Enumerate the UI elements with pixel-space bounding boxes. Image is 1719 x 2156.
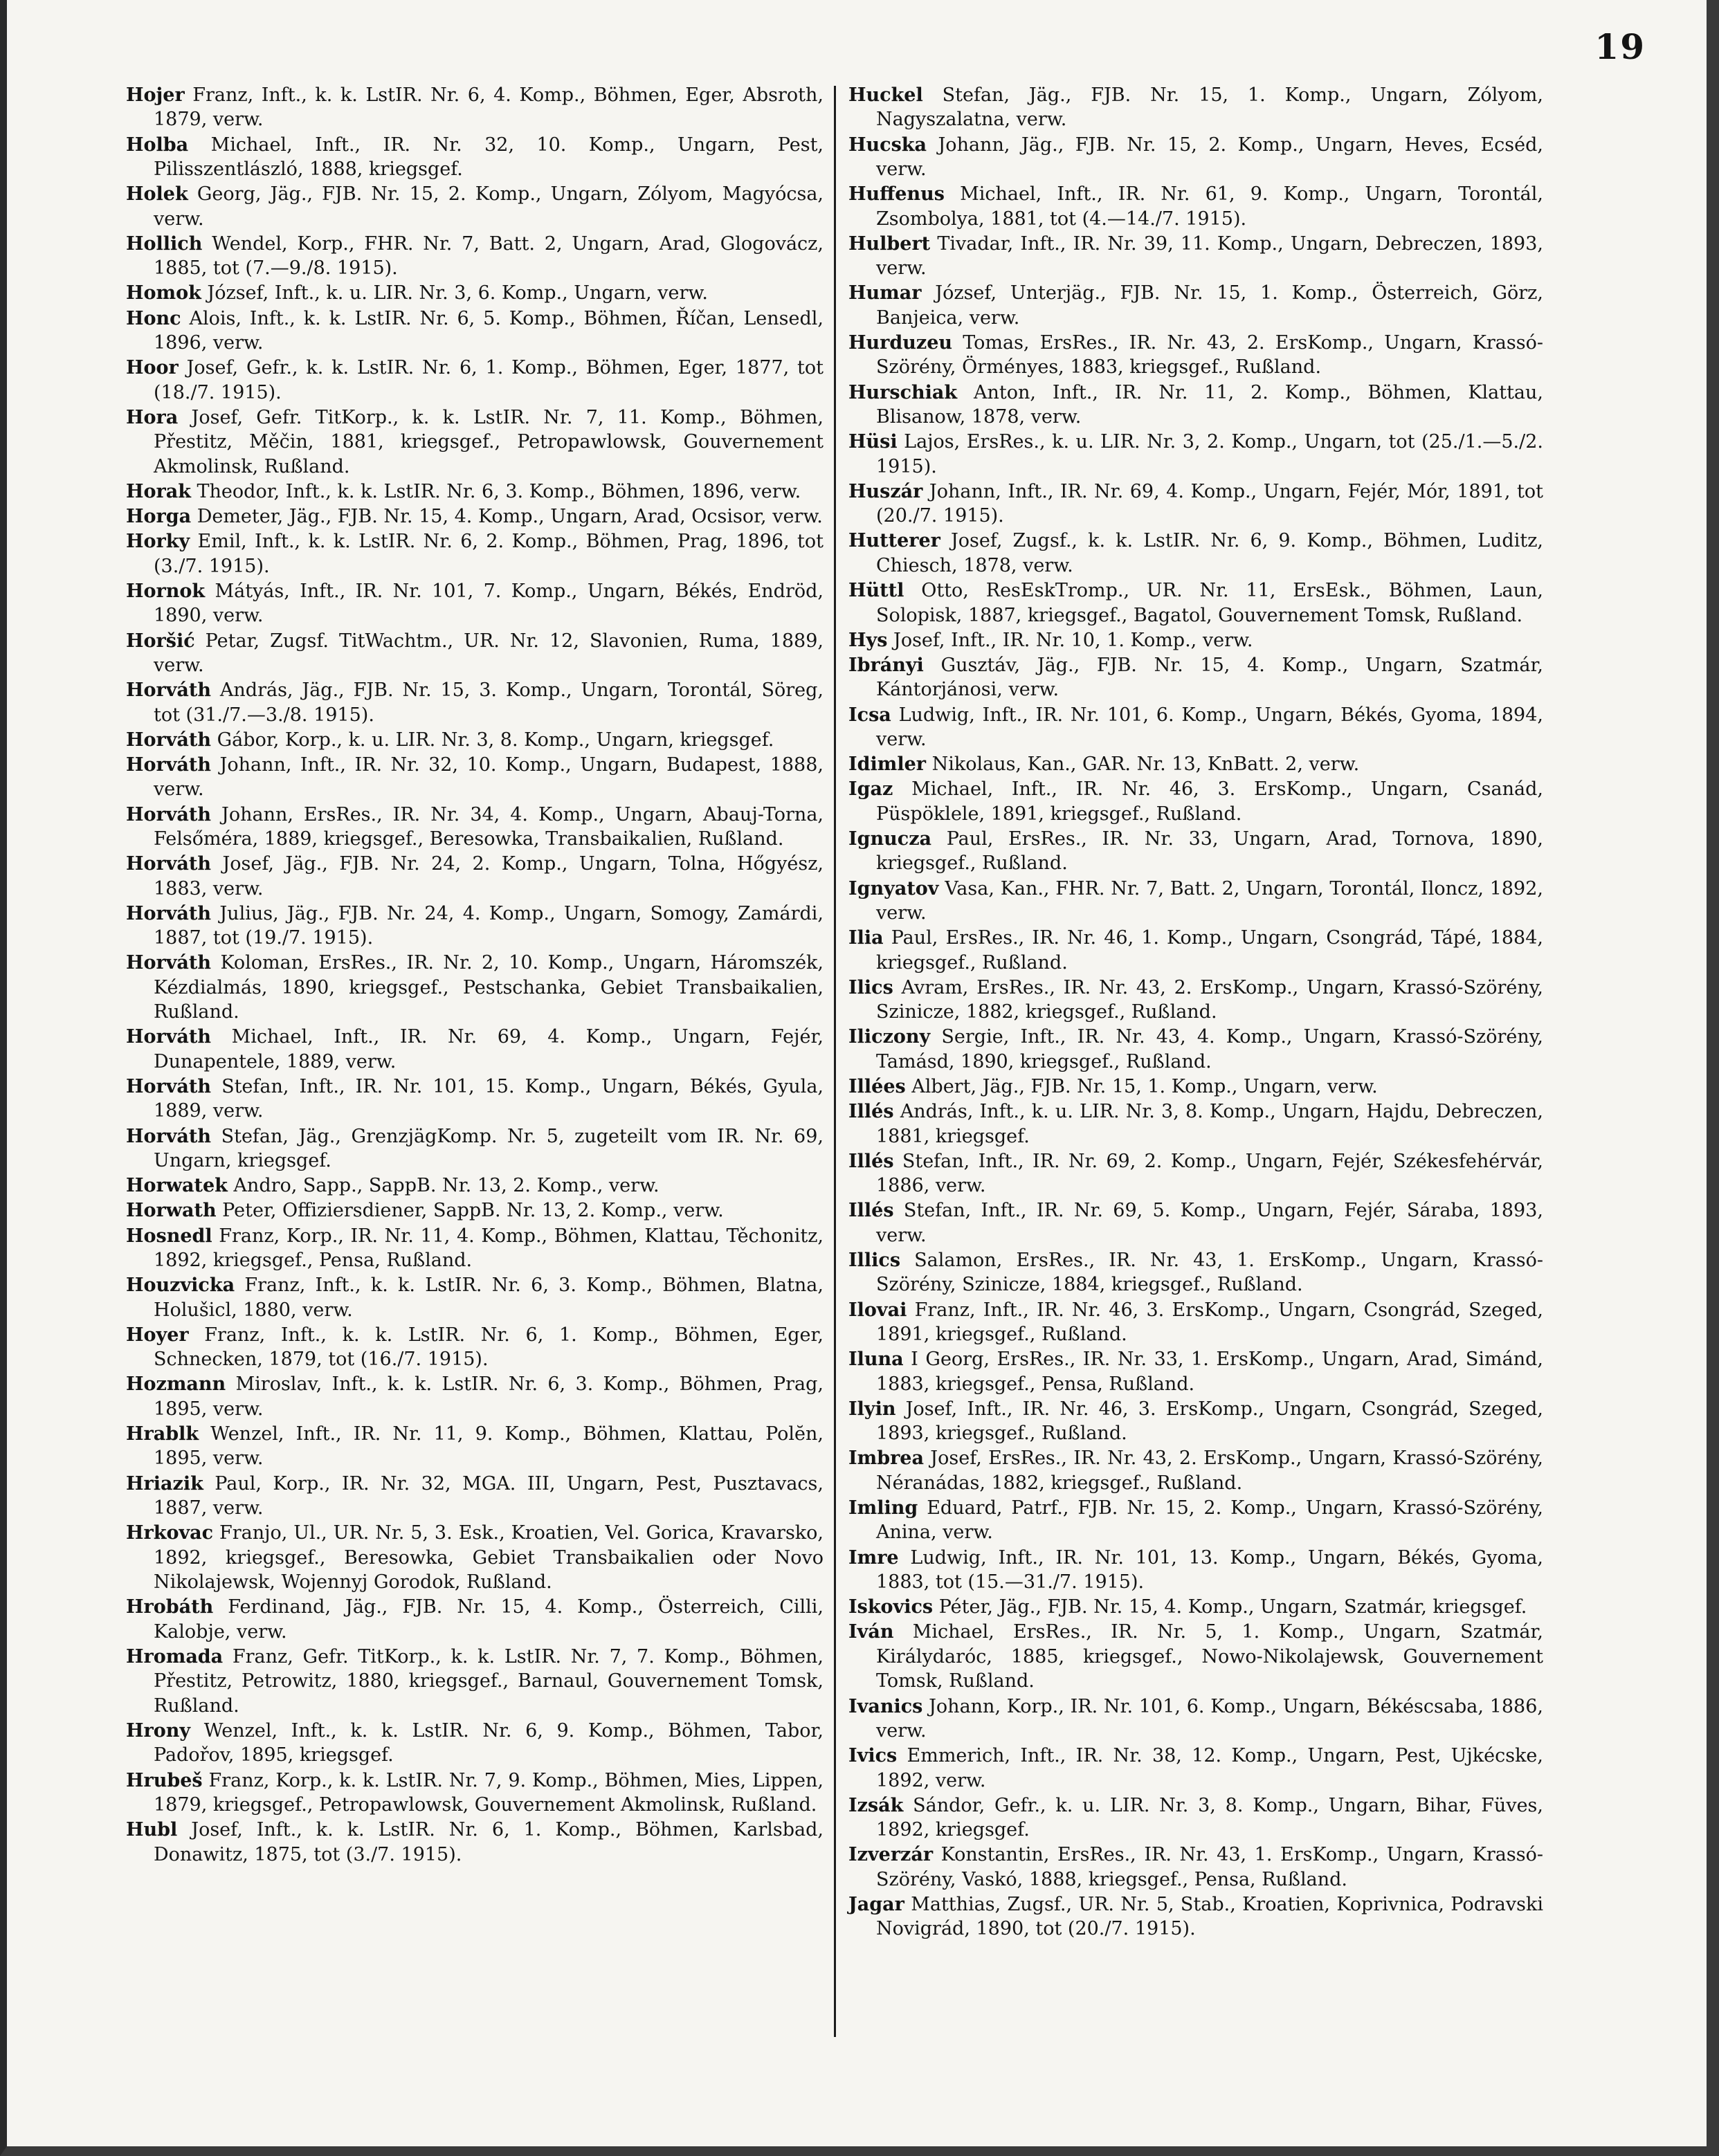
entry-surname: Igaz <box>848 778 893 801</box>
entry-details: Matthias, Zugsf., UR. Nr. 5, Stab., Kroatien, Koprivnica, Podravski Novigrád, 1890, tot (20./7. 1915). <box>876 1893 1543 1940</box>
list-entry <box>126 281 824 305</box>
entry-details: Wenzel, Inft., IR. Nr. 11, 9. Komp., Böhmen, Klattau, Polĕn, 1895, verw. <box>154 1423 824 1470</box>
entry-surname: Hoyer <box>126 1324 189 1346</box>
entry-surname: Hriazik <box>126 1472 203 1495</box>
list-entry <box>848 1546 1543 1595</box>
entry-surname: Humar <box>848 282 922 304</box>
entry-surname: Illés <box>848 1101 894 1123</box>
list-entry <box>126 307 824 356</box>
list-entry <box>848 777 1543 826</box>
list-entry <box>848 1496 1543 1545</box>
list-entry <box>848 1099 1543 1149</box>
list-entry <box>126 902 824 951</box>
page-number: 19 <box>1594 26 1646 67</box>
entry-surname: Honc <box>126 307 181 329</box>
entry-details: Petar, Zugsf. TitWachtm., UR. Nr. 12, Slavonien, Ruma, 1889, verw. <box>154 630 824 676</box>
entry-details: Franz, Inft., IR. Nr. 46, 3. ErsKomp., Ungarn, Csongrád, Szeged, 1891, kriegsgef., Rußland. <box>876 1299 1543 1346</box>
list-entry <box>126 83 824 132</box>
list-entry <box>848 578 1543 628</box>
entry-surname: Hurduzeu <box>848 332 953 354</box>
entry-details: Lajos, ErsRes., k. u. LIR. Nr. 3, 2. Komp., Ungarn, tot (25./1.—5./2. 1915). <box>876 431 1543 477</box>
entry-details: Miroslav, Inft., k. k. LstIR. Nr. 6, 3. Komp., Böhmen, Prag, 1895, verw. <box>154 1373 824 1420</box>
entry-surname: Ibrányi <box>848 654 924 676</box>
list-entry <box>126 803 824 852</box>
entry-details: Josef, Inft., IR. Nr. 46, 3. ErsKomp., Ungarn, Csongrád, Szeged, 1893, kriegsgef., Rußland. <box>876 1398 1543 1445</box>
entry-surname: Hollich <box>126 232 203 255</box>
list-entry <box>126 133 824 182</box>
list-entry <box>126 1719 824 1768</box>
entry-surname: Horváth <box>126 679 212 702</box>
list-entry <box>126 728 824 752</box>
entry-details: Andro, Sapp., SappB. Nr. 13, 2. Komp., verw. <box>227 1175 660 1197</box>
list-entry <box>848 628 1543 652</box>
entry-details: Theodor, Inft., k. k. LstIR. Nr. 6, 3. Komp., Böhmen, 1896, verw. <box>190 480 801 502</box>
list-entry <box>848 653 1543 702</box>
entry-details: Paul, ErsRes., IR. Nr. 33, Ungarn, Arad, Tornova, 1890, kriegsgef., Rußland. <box>876 828 1543 875</box>
entry-surname: Horwath <box>126 1200 217 1222</box>
list-entry <box>848 1248 1543 1297</box>
list-entry <box>126 629 824 678</box>
list-entry <box>126 1198 824 1223</box>
entry-surname: Illics <box>848 1250 901 1272</box>
entry-details: Johann, Jäg., FJB. Nr. 15, 2. Komp., Ungarn, Heves, Ecséd, verw. <box>876 134 1543 181</box>
entry-details: Johann, ErsRes., IR. Nr. 34, 4. Komp., Ungarn, Abauj-Torna, Felsőméra, 1889, kriegsgef., Beresowka, Transbaikalien, Rußland. <box>154 803 824 850</box>
list-entry <box>126 1372 824 1421</box>
entry-surname: Idimler <box>848 753 926 776</box>
entry-details: Otto, ResEskTromp., UR. Nr. 11, ErsEsk., Böhmen, Laun, Solopisk, 1887, kriegsgef., Bagatol, Gouvernement Tomsk, Rußland. <box>876 580 1543 626</box>
entry-details: Georg, Jäg., FJB. Nr. 15, 2. Komp., Ungarn, Zólyom, Magyócsa, verw. <box>154 183 824 230</box>
list-entry <box>126 479 824 504</box>
entry-surname: Ignyatov <box>848 877 939 899</box>
entry-details: Michael, Inft., IR. Nr. 32, 10. Komp., Ungarn, Pest, Pilisszentlászló, 1888, kriegsgef. <box>154 134 824 181</box>
list-entry <box>848 1694 1543 1744</box>
list-entry <box>848 1347 1543 1396</box>
entry-surname: Horwatek <box>126 1175 228 1197</box>
entry-details: Josef, Inft., IR. Nr. 10, 1. Komp., verw. <box>887 629 1253 651</box>
list-entry <box>126 1273 824 1322</box>
entry-details: Franz, Inft., k. k. LstIR. Nr. 6, 3. Komp., Böhmen, Blatna, Holušicl, 1880, verw. <box>154 1275 824 1321</box>
entry-surname: Illées <box>848 1075 906 1097</box>
entry-surname: Iskovics <box>848 1596 934 1618</box>
entry-surname: Hosnedl <box>126 1225 212 1247</box>
entry-surname: Imre <box>848 1546 899 1569</box>
column-divider <box>834 86 836 2037</box>
list-entry <box>126 1075 824 1124</box>
list-entry <box>848 182 1543 231</box>
list-entry <box>848 1620 1543 1693</box>
entry-details: Stefan, Inft., IR. Nr. 69, 5. Komp., Ungarn, Fejér, Sáraba, 1893, verw. <box>876 1200 1543 1246</box>
entry-details: Josef, Inft., k. k. LstIR. Nr. 6, 1. Komp., Böhmen, Karlsbad, Donawitz, 1875, tot (3./7. 1915). <box>154 1819 824 1865</box>
entry-details: Ludwig, Inft., IR. Nr. 101, 6. Komp., Ungarn, Békés, Gyoma, 1894, verw. <box>876 704 1543 750</box>
list-entry <box>848 430 1543 479</box>
entry-details: Emil, Inft., k. k. LstIR. Nr. 6, 2. Komp., Böhmen, Prag, 1896, tot (3./7. 1915). <box>154 531 824 577</box>
entry-surname: Ilovai <box>848 1299 907 1321</box>
entry-details: Franz, Inft., k. k. LstIR. Nr. 6, 1. Komp., Böhmen, Eger, Schnecken, 1879, tot (16./7. 1915). <box>154 1324 824 1371</box>
entry-details: Franz, Korp., IR. Nr. 11, 4. Komp., Böhmen, Klattau, Těchonitz, 1892, kriegsgef., Pensa, Rußland. <box>154 1225 824 1272</box>
list-entry <box>126 405 824 479</box>
entry-details: Stefan, Inft., IR. Nr. 69, 2. Komp., Ungarn, Fejér, Székesfehérvár, 1886, verw. <box>876 1150 1543 1197</box>
list-entry <box>126 1173 824 1198</box>
entry-details: Josef, ErsRes., IR. Nr. 43, 2. ErsKomp., Ungarn, Krassó-Szörény, Néranádas, 1882, kriegsgef., Rußland. <box>876 1447 1543 1494</box>
entry-surname: Horváth <box>126 952 212 974</box>
entry-surname: Hora <box>126 406 179 428</box>
entry-details: Stefan, Inft., IR. Nr. 101, 15. Komp., Ungarn, Békés, Gyula, 1889, verw. <box>154 1075 824 1122</box>
entry-surname: Hüttl <box>848 580 904 602</box>
entry-surname: Huffenus <box>848 183 945 205</box>
entry-details: Johann, Inft., IR. Nr. 69, 4. Komp., Ungarn, Fejér, Mór, 1891, tot (20./7. 1915). <box>876 480 1543 527</box>
entry-details: Salamon, ErsRes., IR. Nr. 43, 1. ErsKomp., Ungarn, Krassó-Szörény, Szinicze, 1884, kriegsgef., Rußland. <box>876 1250 1543 1296</box>
entry-details: Michael, Inft., IR. Nr. 61, 9. Komp., Ungarn, Torontál, Zsombolya, 1881, tot (4.—14./7. 1915). <box>876 183 1543 230</box>
entry-details: Eduard, Patrf., FJB. Nr. 15, 2. Komp., Ungarn, Krassó-Szörény, Anina, verw. <box>876 1497 1543 1544</box>
entry-details: Vasa, Kan., FHR. Nr. 7, Batt. 2, Ungarn, Torontál, Iloncz, 1892, verw. <box>876 877 1543 924</box>
list-entry <box>848 752 1543 776</box>
entry-surname: Icsa <box>848 704 891 726</box>
entry-surname: Horváth <box>126 1125 212 1147</box>
entry-details: Franz, Inft., k. k. LstIR. Nr. 6, 4. Komp., Böhmen, Eger, Absroth, 1879, verw. <box>154 84 824 131</box>
entry-details: Josef, Gefr., k. k. LstIR. Nr. 6, 1. Komp., Böhmen, Eger, 1877, tot (18./7. 1915). <box>154 357 824 403</box>
entry-details: Josef, Jäg., FJB. Nr. 24, 2. Komp., Ungarn, Tolna, Hőgyész, 1883, verw. <box>154 853 824 899</box>
list-entry <box>848 976 1543 1025</box>
list-entry <box>126 529 824 578</box>
list-entry <box>126 1422 824 1471</box>
entry-surname: Ivanics <box>848 1695 923 1717</box>
entry-details: Josef, Zugsf., k. k. LstIR. Nr. 6, 9. Komp., Böhmen, Luditz, Chiesch, 1878, verw. <box>876 530 1543 576</box>
list-entry <box>126 1595 824 1644</box>
list-entry <box>848 1075 1543 1099</box>
entry-surname: Horváth <box>126 1026 212 1048</box>
entry-details: József, Unterjäg., FJB. Nr. 15, 1. Komp., Österreich, Görz, Banjeica, verw. <box>876 282 1543 329</box>
entry-surname: Hucska <box>848 134 927 156</box>
list-entry <box>848 1793 1543 1843</box>
list-entry <box>126 182 824 231</box>
entry-surname: Hoor <box>126 357 179 379</box>
entry-surname: Huszár <box>848 480 923 502</box>
entry-details: Ferdinand, Jäg., FJB. Nr. 15, 4. Komp., Österreich, Cilli, Kalobje, verw. <box>154 1596 824 1643</box>
entry-surname: Ilia <box>848 927 884 949</box>
entry-details: Nikolaus, Kan., GAR. Nr. 13, KnBatt. 2, verw. <box>926 753 1360 776</box>
list-entry <box>848 1025 1543 1074</box>
list-entry <box>848 1744 1543 1793</box>
list-entry <box>848 529 1543 578</box>
entry-surname: Horváth <box>126 853 212 875</box>
entry-surname: Horváth <box>126 803 212 825</box>
list-entry <box>848 926 1543 975</box>
list-entry <box>848 1298 1543 1347</box>
entry-surname: Iluna <box>848 1349 904 1371</box>
list-entry <box>848 381 1543 430</box>
entry-details: Emmerich, Inft., IR. Nr. 38, 12. Komp., Ungarn, Pest, Ujkécske, 1892, verw. <box>876 1745 1543 1791</box>
entry-surname: Hozmann <box>126 1373 226 1396</box>
entry-surname: Iliczony <box>848 1026 931 1048</box>
entry-details: Franz, Korp., k. k. LstIR. Nr. 7, 9. Komp., Böhmen, Mies, Lippen, 1879, kriegsgef., Petropawlowsk, Gouvernement Akmolinsk, Rußland. <box>154 1769 824 1816</box>
list-entry <box>126 1769 824 1818</box>
entry-details: Wenzel, Inft., k. k. LstIR. Nr. 6, 9. Komp., Böhmen, Tabor, Padořov, 1895, kriegsgef. <box>154 1719 824 1766</box>
entry-details: András, Jäg., FJB. Nr. 15, 3. Komp., Ungarn, Torontál, Söreg, tot (31./7.—3./8. 1915). <box>154 679 824 726</box>
entry-details: Paul, Korp., IR. Nr. 32, MGA. III, Ungarn, Pest, Pusztavacs, 1887, verw. <box>154 1472 824 1519</box>
entry-details: Alois, Inft., k. k. LstIR. Nr. 6, 5. Komp., Böhmen, Říčan, Lensedl, 1896, verw. <box>154 307 824 354</box>
left-column <box>126 83 824 1867</box>
list-entry <box>848 1843 1543 1892</box>
entry-surname: Holba <box>126 134 189 156</box>
entry-surname: Huckel <box>848 84 923 106</box>
list-entry <box>848 703 1543 752</box>
entry-details: András, Inft., k. u. LIR. Nr. 3, 8. Komp., Ungarn, Hajdu, Debreczen, 1881, kriegsgef. <box>876 1101 1543 1147</box>
list-entry <box>126 1323 824 1372</box>
entry-surname: Hrablk <box>126 1423 199 1445</box>
entry-surname: Hurschiak <box>848 381 958 403</box>
entry-details: Johann, Inft., IR. Nr. 32, 10. Komp., Ungarn, Budapest, 1888, verw. <box>154 753 824 801</box>
entry-surname: Homok <box>126 282 201 304</box>
list-entry <box>126 356 824 405</box>
list-entry <box>126 678 824 727</box>
entry-details: Franjo, Ul., UR. Nr. 5, 3. Esk., Kroatien, Vel. Gorica, Kravarsko, 1892, kriegsgef., Beresowka, Gebiet Transbaikalien oder Novo Nikolajewsk, Wojennyj Gorodok, Rußland. <box>154 1522 824 1593</box>
entry-surname: Hrubeš <box>126 1769 203 1791</box>
entry-details: Johann, Korp., IR. Nr. 101, 6. Komp., Ungarn, Békéscsaba, 1886, verw. <box>876 1695 1543 1742</box>
list-entry <box>848 1397 1543 1446</box>
entry-surname: Imbrea <box>848 1447 924 1470</box>
entry-surname: Holek <box>126 183 188 205</box>
entry-surname: Izverzár <box>848 1844 934 1866</box>
list-entry <box>848 479 1543 529</box>
list-entry <box>848 281 1543 330</box>
entry-surname: Izsák <box>848 1794 904 1816</box>
list-entry <box>126 852 824 901</box>
list-entry <box>126 1472 824 1521</box>
list-entry <box>126 504 824 529</box>
entry-details: Peter, Offiziersdiener, SappB. Nr. 13, 2. Komp., verw. <box>216 1200 724 1222</box>
entry-details: Michael, Inft., IR. Nr. 46, 3. ErsKomp., Ungarn, Csanád, Püspöklele, 1891, kriegsgef., Rußland. <box>876 778 1543 825</box>
entry-details: József, Inft., k. u. LIR. Nr. 3, 6. Komp., Ungarn, verw. <box>201 282 708 304</box>
entry-surname: Horváth <box>126 729 212 751</box>
entry-details: Albert, Jäg., FJB. Nr. 15, 1. Komp., Ungarn, verw. <box>905 1075 1378 1097</box>
entry-surname: Horga <box>126 506 192 528</box>
list-entry <box>848 133 1543 182</box>
list-entry <box>848 1149 1543 1198</box>
entry-surname: Hrkovac <box>126 1522 214 1544</box>
entry-surname: Hromada <box>126 1645 224 1668</box>
entry-surname: Illés <box>848 1200 894 1222</box>
entry-surname: Hulbert <box>848 232 931 255</box>
list-entry <box>848 83 1543 132</box>
list-entry <box>848 232 1543 281</box>
entry-details: Mátyás, Inft., IR. Nr. 101, 7. Komp., Ungarn, Békés, Endröd, 1890, verw. <box>154 580 824 627</box>
entry-details: Paul, ErsRes., IR. Nr. 46, 1. Komp., Ungarn, Csongrád, Tápé, 1884, kriegsgef., Rußland. <box>876 927 1543 974</box>
entry-surname: Iván <box>848 1621 894 1643</box>
list-entry <box>126 753 824 802</box>
entry-details: Anton, Inft., IR. Nr. 11, 2. Komp., Böhmen, Klattau, Blisanow, 1878, verw. <box>876 381 1543 428</box>
entry-details: Tivadar, Inft., IR. Nr. 39, 11. Komp., Ungarn, Debreczen, 1893, verw. <box>876 232 1543 280</box>
entry-surname: Hüsi <box>848 431 898 453</box>
entry-details: Ludwig, Inft., IR. Nr. 101, 13. Komp., Ungarn, Békés, Gyoma, 1883, tot (15.—31./7. 1915). <box>876 1546 1543 1593</box>
entry-details: Franz, Gefr. TitKorp., k. k. LstIR. Nr. 7, 7. Komp., Böhmen, Přestitz, Petrowitz, 1880, kriegsgef., Barnaul, Gouvernement Tomsk, Rußland. <box>154 1645 824 1717</box>
entry-details: Konstantin, ErsRes., IR. Nr. 43, 1. ErsKomp., Ungarn, Krassó-Szörény, Vaskó, 1888, kriegsgef., Pensa, Rußland. <box>876 1844 1543 1890</box>
entry-surname: Ilyin <box>848 1398 896 1420</box>
list-entry <box>848 1595 1543 1619</box>
entry-surname: Hys <box>848 629 888 651</box>
entry-surname: Horváth <box>126 902 212 924</box>
entry-surname: Hojer <box>126 84 185 106</box>
list-entry <box>126 579 824 628</box>
list-entry <box>126 1521 824 1594</box>
entry-details: Avram, ErsRes., IR. Nr. 43, 2. ErsKomp., Ungarn, Krassó-Szörény, Szinicze, 1882, kriegsgef., Rußland. <box>876 976 1543 1023</box>
entry-details: Sándor, Gefr., k. u. LIR. Nr. 3, 8. Komp., Ungarn, Bihar, Füves, 1892, kriegsgef. <box>876 1794 1543 1841</box>
list-entry <box>126 1124 824 1173</box>
entry-details: Stefan, Jäg., FJB. Nr. 15, 1. Komp., Ungarn, Zólyom, Nagyszalatna, verw. <box>876 84 1543 131</box>
list-entry <box>126 1224 824 1273</box>
list-entry <box>848 1198 1543 1248</box>
entry-surname: Hrony <box>126 1719 191 1742</box>
right-column <box>848 83 1543 1942</box>
entry-details: Josef, Gefr. TitKorp., k. k. LstIR. Nr. 7, 11. Komp., Böhmen, Přestitz, Měčin, 1881, kriegsgef., Petropawlowsk, Gouvernement Akmolinsk, Rußland. <box>154 406 824 477</box>
list-entry <box>126 232 824 281</box>
entry-surname: Houzvicka <box>126 1275 235 1297</box>
entry-surname: Horváth <box>126 1075 212 1097</box>
entry-surname: Hrobáth <box>126 1596 214 1618</box>
entry-details: Tomas, ErsRes., IR. Nr. 43, 2. ErsKomp., Ungarn, Krassó-Szörény, Örményes, 1883, kriegsgef., Rußland. <box>876 332 1543 378</box>
entry-surname: Horky <box>126 531 190 553</box>
entry-details: Péter, Jäg., FJB. Nr. 15, 4. Komp., Ungarn, Szatmár, kriegsgef. <box>933 1596 1527 1618</box>
list-entry <box>848 1446 1543 1495</box>
list-entry <box>126 1645 824 1718</box>
entry-details: Michael, Inft., IR. Nr. 69, 4. Komp., Ungarn, Fejér, Dunapentele, 1889, verw. <box>154 1026 824 1072</box>
entry-surname: Ivics <box>848 1745 898 1767</box>
list-entry <box>126 1818 824 1867</box>
entry-surname: Hutterer <box>848 530 940 552</box>
list-entry <box>848 331 1543 380</box>
list-entry <box>848 1892 1543 1942</box>
entry-details: Sergie, Inft., IR. Nr. 43, 4. Komp., Ungarn, Krassó-Szörény, Tamásd, 1890, kriegsgef., Rußland. <box>876 1026 1543 1072</box>
entry-details: Michael, ErsRes., IR. Nr. 5, 1. Komp., Ungarn, Szatmár, Királydaróc, 1885, kriegsgef., Nowo-Nikolajewsk, Gouvernement Tomsk, Rußland. <box>876 1621 1543 1692</box>
entry-surname: Jagar <box>848 1893 904 1915</box>
list-entry <box>848 877 1543 926</box>
entry-surname: Ilics <box>848 976 893 998</box>
list-entry <box>126 1025 824 1074</box>
entry-details: Wendel, Korp., FHR. Nr. 7, Batt. 2, Ungarn, Arad, Glogovácz, 1885, tot (7.—9./8. 1915). <box>154 232 824 280</box>
entry-surname: Hornok <box>126 580 206 602</box>
entry-details: Gábor, Korp., k. u. LIR. Nr. 3, 8. Komp., Ungarn, kriegsgef. <box>211 729 774 751</box>
list-entry <box>126 951 824 1024</box>
entry-details: Stefan, Jäg., GrenzjägKomp. Nr. 5, zugeteilt vom IR. Nr. 69, Ungarn, kriegsgef. <box>154 1125 824 1171</box>
entry-details: Julius, Jäg., FJB. Nr. 24, 4. Komp., Ungarn, Somogy, Zamárdi, 1887, tot (19./7. 1915). <box>154 902 824 949</box>
list-entry <box>848 827 1543 876</box>
entry-surname: Horváth <box>126 753 212 776</box>
entry-details: Koloman, ErsRes., IR. Nr. 2, 10. Komp., Ungarn, Háromszék, Kézdialmás, 1890, kriegsgef., Pestschanka, Gebiet Transbaikalien, Rußland. <box>154 952 824 1023</box>
entry-surname: Illés <box>848 1150 894 1172</box>
entry-surname: Ignucza <box>848 828 932 850</box>
entry-surname: Imling <box>848 1497 918 1519</box>
entry-details: Gusztáv, Jäg., FJB. Nr. 15, 4. Komp., Ungarn, Szatmár, Kántorjánosi, verw. <box>876 654 1543 701</box>
entry-surname: Horak <box>126 480 191 502</box>
entry-details: I Georg, ErsRes., IR. Nr. 33, 1. ErsKomp., Ungarn, Arad, Simánd, 1883, kriegsgef., Pensa, Rußland. <box>876 1349 1543 1395</box>
entry-surname: Hubl <box>126 1819 178 1841</box>
entry-surname: Horšić <box>126 630 195 652</box>
entry-details: Demeter, Jäg., FJB. Nr. 15, 4. Komp., Ungarn, Arad, Ocsisor, verw. <box>191 506 823 528</box>
